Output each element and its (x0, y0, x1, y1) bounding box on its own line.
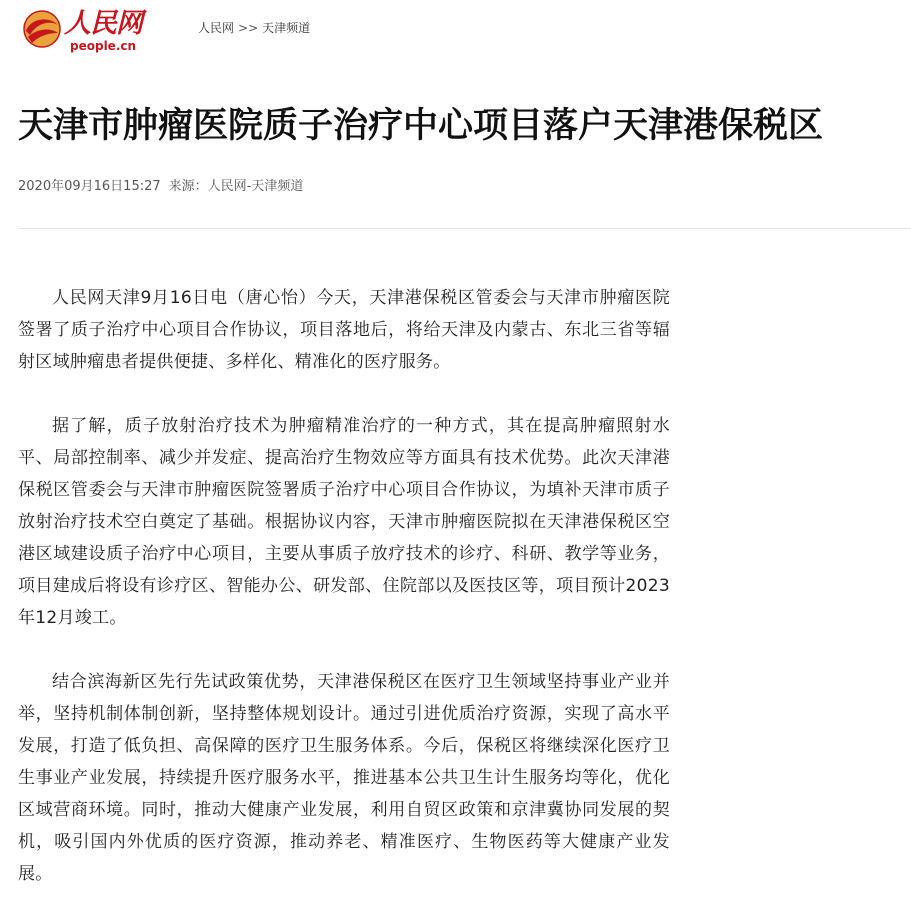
source-link[interactable]: 人民网-天津频道 (207, 179, 304, 194)
breadcrumb-link-tianjin[interactable]: 天津频道 (262, 21, 311, 35)
logo-english-text: people.cn (70, 39, 137, 53)
article-title: 天津市肿瘤医院质子治疗中心项目落户天津港保税区 (18, 106, 824, 146)
article-body (18, 282, 670, 922)
article-meta (18, 177, 303, 197)
breadcrumb-separator: >> (238, 21, 259, 35)
publish-datetime: 2020年09月16日15:27 (18, 179, 161, 194)
article-paragraph: 人民网天津9月16日电（唐心怡）今天，天津港保税区管委会与天津市肿瘤医院签署了质子治疗中心项目合作协议，项目落地后，将给天津及内蒙古、东北三省等辐射区域肿瘤患者提供便捷、多样化、精准化的医疗服务。 (18, 288, 670, 372)
article-paragraph: 据了解，质子放射治疗技术为肿瘤精准治疗的一种方式，其在提高肿瘤照射水平、局部控制率、减少并发症、提高治疗生物效应等方面具有技术优势。此次天津港保税区管委会与天津市肿瘤医院签署质子治疗中心项目合作协议，为填补天津市质子放射治疗技术空白奠定了基础。根据协议内容，天津市肿瘤医院拟在天津港保税区空港区域建设质子治疗中心项目，主要从事质子放疗技术的诊疗、科研、教学等业务，项目建成后将设有诊疗区、智能办公、研发部、住院部以及医技区等，项目预计2023年12月竣工。 (18, 416, 670, 628)
site-header (0, 0, 911, 70)
logo-chinese-text: 人民网 (64, 8, 142, 39)
header-divider (18, 228, 911, 229)
people-cn-logo[interactable] (22, 7, 142, 55)
breadcrumb (198, 19, 310, 37)
article-paragraph: 结合滨海新区先行先试政策优势，天津港保税区在医疗卫生领域坚持事业产业并举，坚持机制体制创新，坚持整体规划设计。通过引进优质治疗资源，实现了高水平发展，打造了低负担、高保障的医疗卫生服务体系。今后，保税区将继续深化医疗卫生事业产业发展，持续提升医疗服务水平，推进基本公共卫生计生服务均等化，优化区域营商环境。同时，推动大健康产业发展，利用自贸区政策和京津冀协同发展的契机，吸引国内外优质的医疗资源，推动养老、精准医疗、生物医药等大健康产业发展。 (18, 672, 670, 884)
people-logo-icon (22, 9, 62, 49)
source-label: 来源： (168, 179, 208, 194)
breadcrumb-link-people[interactable]: 人民网 (198, 21, 235, 35)
